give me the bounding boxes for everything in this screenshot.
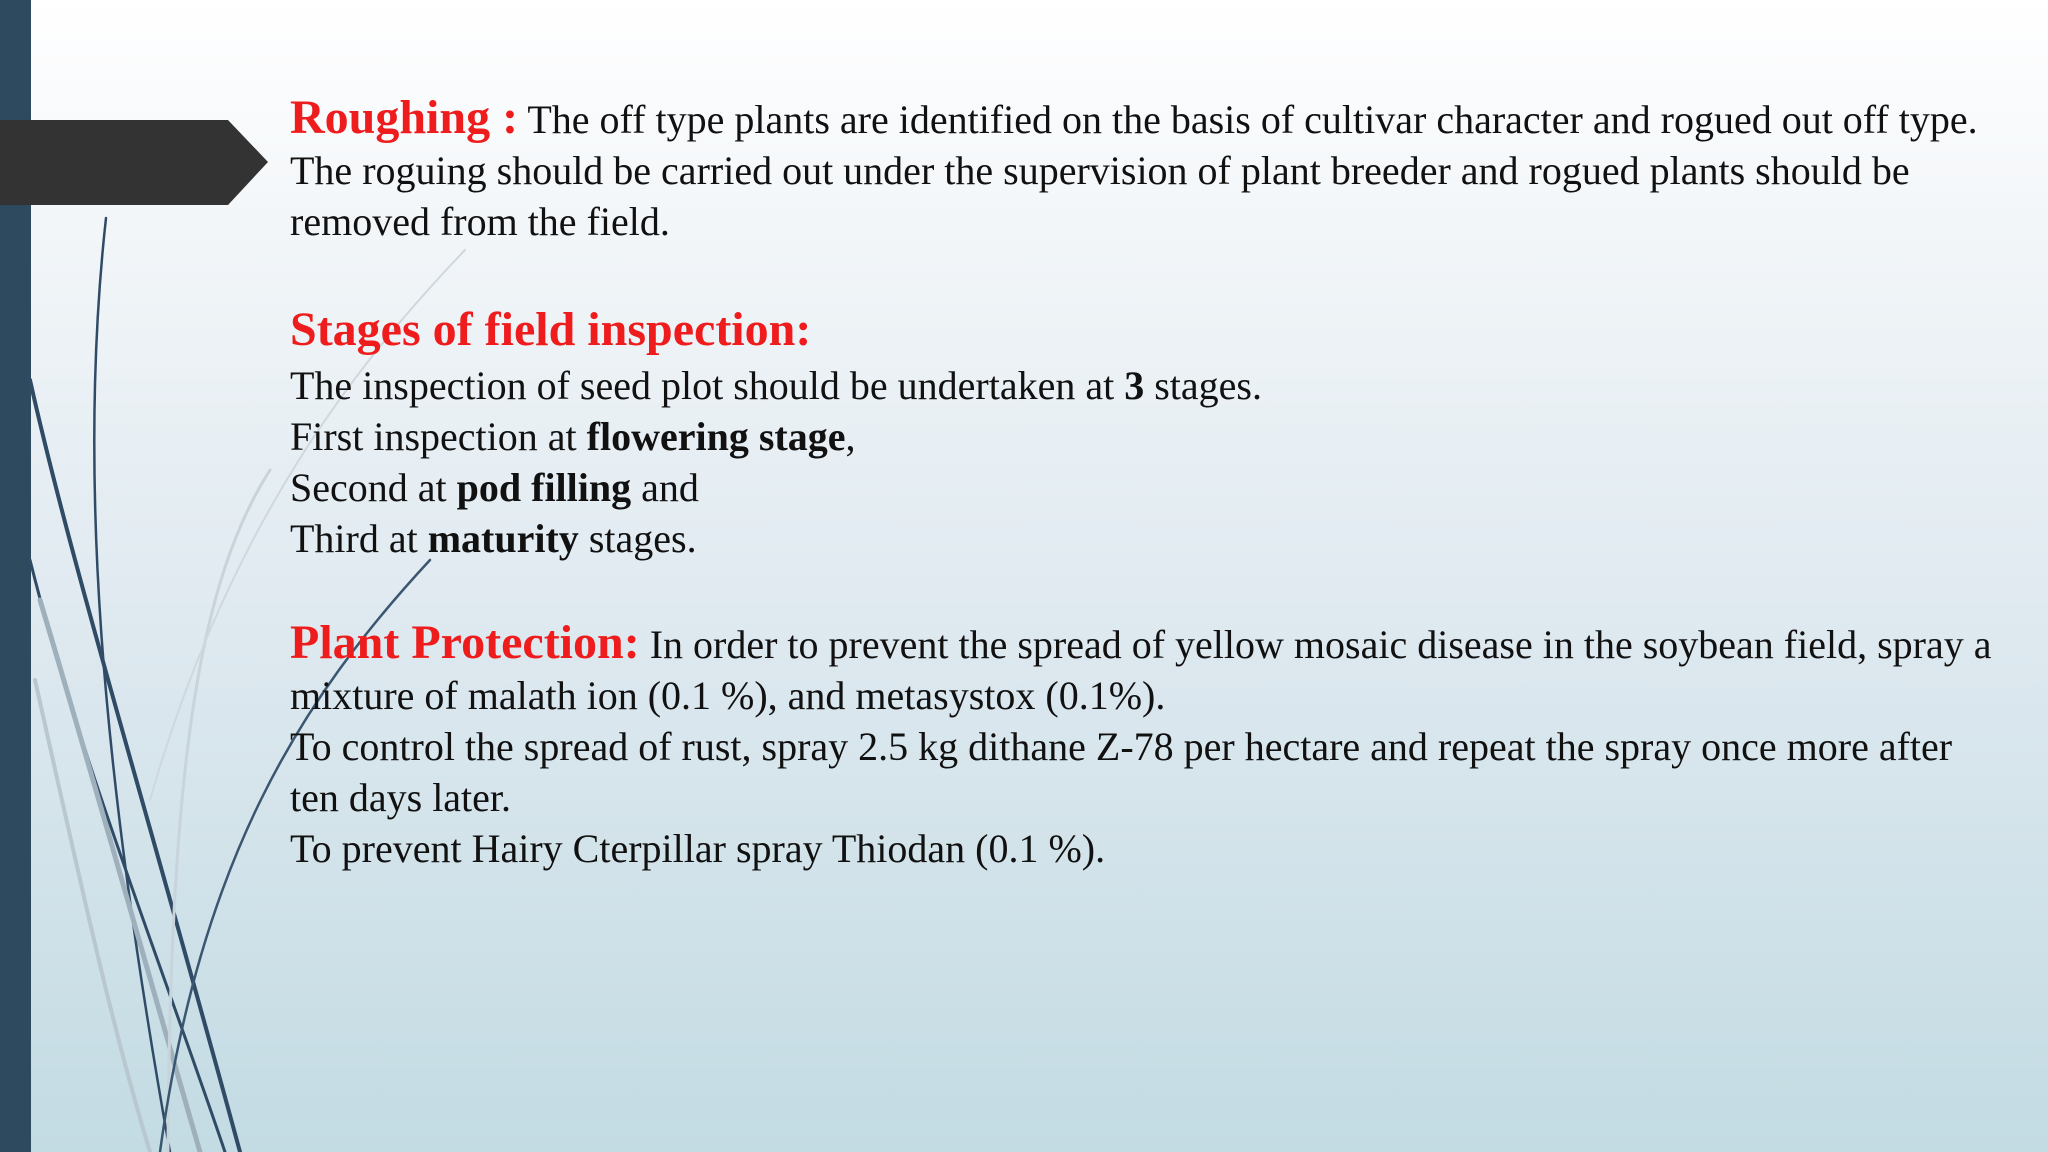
protection-section	[290, 617, 2010, 874]
roughing-heading: Roughing :	[290, 91, 519, 144]
protection-text-3: To prevent Hairy Cterpillar spray Thiodan (0.1 %).	[290, 826, 1106, 871]
protection-heading: Plant Protection:	[290, 616, 640, 669]
stages-count: 3	[1124, 363, 1145, 408]
stages-line-4-end: stages.	[588, 516, 697, 561]
stages-line-2-text: First inspection at	[290, 414, 577, 459]
maturity-stage: maturity	[427, 516, 579, 561]
pod-filling-stage: pod filling	[456, 465, 632, 510]
flowering-stage: flowering stage	[586, 414, 846, 459]
stages-line-1-end: stages.	[1154, 363, 1262, 408]
protection-paragraph-1	[290, 617, 2010, 721]
roughing-paragraph	[290, 92, 2010, 247]
stages-line-4	[290, 513, 2010, 564]
stages-line-4-text: Third at	[290, 516, 418, 561]
stages-line-3-text: Second at	[290, 465, 447, 510]
stages-line-3	[290, 462, 2010, 513]
protection-text-2: To control the spread of rust, spray 2.5 kg dithane Z-78 per hectare and repeat the spray once more after ten days later.	[290, 724, 1953, 820]
stages-section	[290, 300, 2010, 564]
slide-content	[290, 92, 2010, 874]
spacer	[290, 564, 2010, 617]
arrow-tab-icon	[0, 120, 270, 205]
roughing-text: The off type plants are identified on the basis of cultivar character and rogued out off type. The roguing should be carried out under the supervision of plant breeder and rogued plants should be removed from the field.	[290, 97, 1978, 244]
stages-line-2	[290, 411, 2010, 462]
stages-line-3-end: and	[641, 465, 699, 510]
stages-line-1	[290, 360, 2010, 411]
stages-heading: Stages of field inspection:	[290, 303, 812, 356]
stages-line-2-end: ,	[845, 414, 856, 459]
stages-line-1-text: The inspection of seed plot should be undertaken at	[290, 363, 1115, 408]
protection-text-1: In order to prevent the spread of yellow mosaic disease in the soybean field, spray a mixture of malath ion (0.1 %), and metasystox (0.1%).	[290, 622, 1992, 718]
spacer	[290, 247, 2010, 300]
